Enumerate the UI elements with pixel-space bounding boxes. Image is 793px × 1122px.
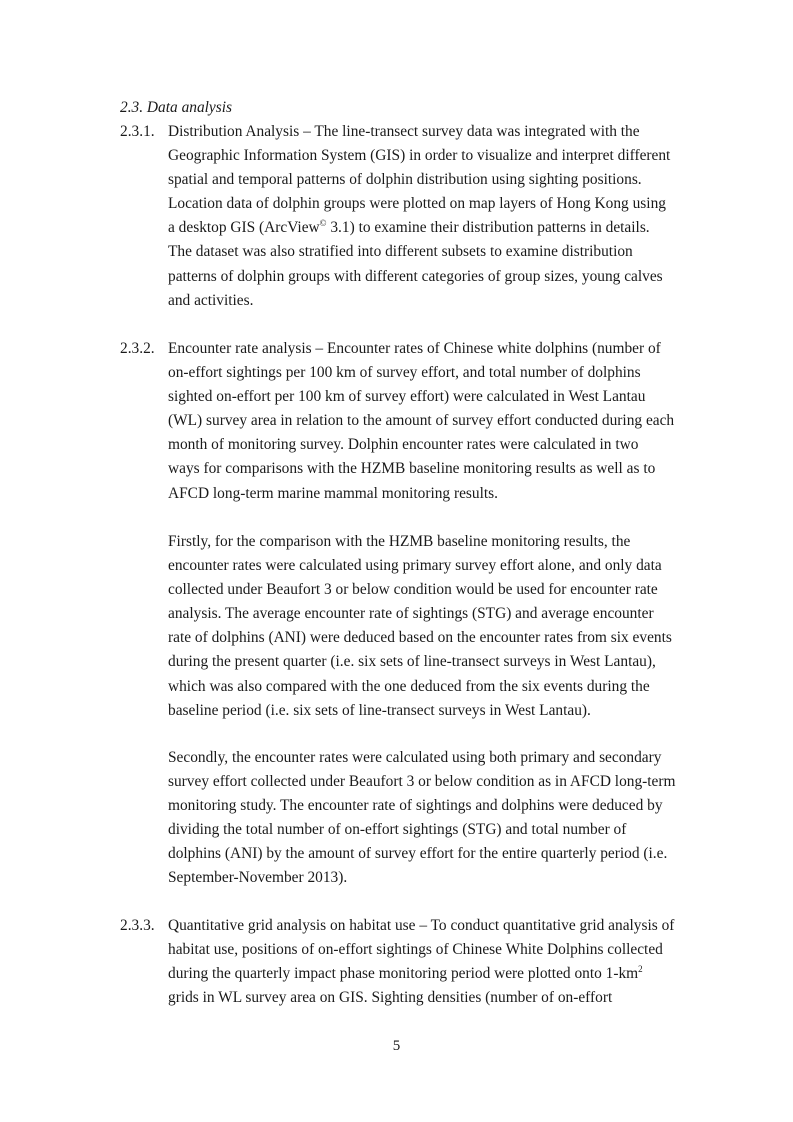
text-line: survey effort collected under Beaufort 3 or below condition as in AFCD long-term bbox=[168, 773, 676, 791]
section-number: 2.3.1. bbox=[120, 123, 155, 140]
text-line: September-November 2013). bbox=[168, 869, 348, 887]
text-line: Distribution Analysis – The line-transect survey data was integrated with the bbox=[168, 123, 640, 140]
page-number: 5 bbox=[392, 1038, 401, 1054]
paragraph-secondly bbox=[168, 746, 675, 891]
text-line: sighted on-effort per 100 km of survey effort) were calculated in West Lantau bbox=[168, 388, 646, 406]
grid-text: during the quarterly impact phase monitoring period were plotted onto 1-km bbox=[168, 965, 639, 983]
section-number: 2.3.2. bbox=[120, 340, 155, 357]
paragraph-firstly bbox=[168, 530, 672, 723]
text-line: habitat use, positions of on-effort sightings of Chinese White Dolphins collected bbox=[168, 941, 663, 959]
text-line: grids in WL survey area on GIS. Sighting densities (number of on-effort bbox=[168, 989, 613, 1007]
text-line: (WL) survey area in relation to the amount of survey effort conducted during each bbox=[168, 412, 675, 430]
text-line: analysis. The average encounter rate of sightings (STG) and average encounter bbox=[168, 605, 654, 623]
text-line: ways for comparisons with the HZMB baseline monitoring results as well as to bbox=[168, 460, 656, 478]
text-line: patterns of dolphin groups with different categories of group sizes, young calves bbox=[168, 267, 663, 285]
arcview-text: a desktop GIS (ArcView bbox=[168, 219, 320, 237]
text-line: and activities. bbox=[168, 291, 254, 309]
text-line: spatial and temporal patterns of dolphin distribution using sighting positions. bbox=[168, 171, 642, 189]
text-line: Quantitative grid analysis on habitat use – To conduct quantitative grid analysis of bbox=[168, 917, 675, 934]
text-line: dividing the total number of on-effort sightings (STG) and total number of bbox=[168, 821, 627, 839]
text-line: on-effort sightings per 100 km of survey effort, and total number of dolphins bbox=[168, 364, 641, 382]
text-line: during the present quarter (i.e. six sets of line-transect surveys in West Lantau), bbox=[168, 653, 656, 671]
text-line: Geographic Information System (GIS) in order to visualize and interpret different bbox=[168, 147, 671, 165]
text-line: Firstly, for the comparison with the HZMB baseline monitoring results, the bbox=[168, 533, 631, 550]
text-line: AFCD long-term marine mammal monitoring results. bbox=[168, 484, 498, 502]
text-line: encounter rates were calculated using primary survey effort alone, and only data bbox=[168, 557, 662, 575]
copyright-sup: © bbox=[319, 218, 327, 229]
section-body bbox=[168, 337, 674, 506]
text-line: monitoring study. The encounter rate of sightings and dolphins were deduced by bbox=[168, 797, 663, 815]
text-line: Location data of dolphin groups were plotted on map layers of Hong Kong using bbox=[168, 195, 666, 213]
text-line: which was also compared with the one deduced from the six events during the bbox=[168, 677, 650, 695]
text-line bbox=[168, 962, 674, 986]
text-line: collected under Beaufort 3 or below condition would be used for encounter rate bbox=[168, 581, 658, 599]
text-line: month of monitoring survey. Dolphin encounter rates were calculated in two bbox=[168, 436, 639, 454]
text-line: Encounter rate analysis – Encounter rates of Chinese white dolphins (number of bbox=[168, 340, 661, 357]
section-heading: 2.3. Data analysis bbox=[120, 99, 233, 116]
text-line bbox=[168, 216, 670, 240]
text-line: baseline period (i.e. six sets of line-transect surveys in West Lantau). bbox=[168, 701, 591, 719]
text-line: dolphins (ANI) by the amount of survey effort for the entire quarterly period (i.e. bbox=[168, 845, 668, 863]
section-number: 2.3.3. bbox=[120, 917, 155, 934]
arcview-rest: 3.1) to examine their distribution patterns in details. bbox=[326, 219, 650, 237]
section-body bbox=[168, 914, 674, 1010]
text-line: rate of dolphins (ANI) were deduced based on the encounter rates from six events bbox=[168, 629, 672, 647]
section-body bbox=[168, 120, 670, 313]
text-line: The dataset was also stratified into different subsets to examine distribution bbox=[168, 243, 633, 261]
km-squared-sup: 2 bbox=[638, 964, 643, 975]
text-line: Secondly, the encounter rates were calculated using both primary and secondary bbox=[168, 749, 662, 766]
